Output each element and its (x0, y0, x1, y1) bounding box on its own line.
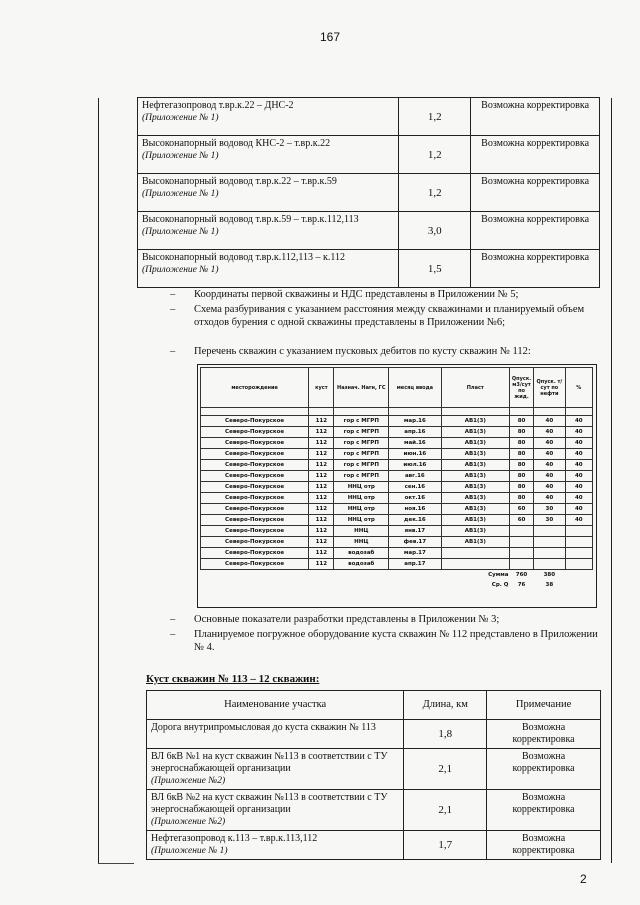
well-row (201, 515, 593, 526)
appendix-ref: (Приложение № 1) (142, 265, 219, 275)
cell-note: Возможна корректировка (471, 98, 600, 136)
wells-avg-ql: 76 (517, 582, 526, 588)
well-row (201, 548, 593, 559)
well-cell-qo: 30 (534, 515, 566, 526)
bullet-text: Перечень скважин с указанием пусковых дебитов по кусту скважин № 112: (194, 346, 531, 357)
wells-header-month: месяц ввода (389, 368, 442, 408)
wells-sum-qo: 380 (543, 572, 556, 578)
well-cell-layer: АВ1(3) (441, 526, 509, 537)
well-cell-purpose: гор с МГРП (334, 416, 389, 427)
well-cell-field: Северо-Покурское (201, 482, 309, 493)
table-row (138, 250, 600, 288)
well-row (201, 449, 593, 460)
well-cell-layer (441, 548, 509, 559)
cell-note: Возможна корректировка (471, 250, 600, 288)
pad-113-table (146, 690, 601, 860)
bullet-text: Планируемое погружное оборудование куста скважин № 112 представлено в Приложении № 4. (194, 629, 598, 653)
header-note: Примечание (487, 691, 601, 720)
wells-header-q-liquid: Qпуск. м3/сут по жид. (509, 368, 533, 408)
well-cell-pct: 40 (565, 504, 592, 515)
well-cell-pad: 112 (309, 460, 334, 471)
well-cell-ql (509, 526, 533, 537)
well-cell-qo: 40 (534, 471, 566, 482)
well-cell-pad: 112 (309, 537, 334, 548)
well-cell-ql: 80 (509, 493, 533, 504)
wells-sum-ql: 760 (515, 572, 528, 578)
appendix-ref: (Приложение №2) (151, 776, 226, 786)
well-row (201, 427, 593, 438)
appendix-ref: (Приложение № 1) (142, 113, 219, 123)
bullet-text: Схема разбуривания с указанием расстояния между скважинами и планируемый объем отходов бурения с одной скважины представлены в Приложении №6; (194, 304, 585, 328)
cell-length: 1,2 (399, 174, 471, 212)
well-cell-pct: 40 (565, 515, 592, 526)
well-cell-pad: 112 (309, 416, 334, 427)
well-cell-ql: 80 (509, 449, 533, 460)
bullet-text: Основные показатели разработки представлены в Приложении № 3; (194, 614, 500, 625)
cell-note: Возможна корректировка (471, 136, 600, 174)
well-cell-qo: 40 (534, 460, 566, 471)
well-row (201, 460, 593, 471)
appendix-ref: (Приложение №2) (151, 817, 226, 827)
well-cell-ql: 60 (509, 515, 533, 526)
cell-name (147, 831, 404, 860)
well-cell-layer: АВ1(3) (441, 482, 509, 493)
well-cell-field: Северо-Покурское (201, 460, 309, 471)
well-cell-month: июл.16 (389, 460, 442, 471)
cell-name (147, 720, 404, 749)
table-row (147, 790, 601, 831)
bullet-development-indicators (170, 613, 600, 626)
well-cell-pad: 112 (309, 559, 334, 570)
well-cell-layer: АВ1(3) (441, 537, 509, 548)
well-cell-month: дек.16 (389, 515, 442, 526)
pipelines-table (137, 97, 600, 288)
well-cell-purpose: гор с МГРП (334, 427, 389, 438)
well-row (201, 537, 593, 548)
well-cell-pad: 112 (309, 548, 334, 559)
well-cell-ql (509, 548, 533, 559)
page-number-bottom: 2 (580, 872, 587, 886)
well-cell-pct: 40 (565, 427, 592, 438)
cell-note: Возможна корректировка (487, 720, 601, 749)
wells-sum-row (201, 570, 593, 581)
segment-name: Высоконапорный водовод т.вр.к.22 – т.вр.к.59 (142, 176, 337, 187)
segment-name: Нефтегазопровод т.вр.к.22 – ДНС-2 (142, 100, 294, 111)
well-cell-qo: 40 (534, 416, 566, 427)
well-cell-purpose: водозаб (334, 548, 389, 559)
well-cell-field: Северо-Покурское (201, 548, 309, 559)
segment-name: Дорога внутрипромысловая до куста скважин № 113 (151, 722, 376, 733)
well-cell-purpose: ННЦ отр (334, 515, 389, 526)
bullet-dash: – (170, 346, 176, 357)
wells-avg-row (201, 580, 593, 590)
well-cell-field: Северо-Покурское (201, 416, 309, 427)
well-cell-layer: АВ1(3) (441, 427, 509, 438)
well-cell-purpose: ННЦ (334, 537, 389, 548)
well-row (201, 493, 593, 504)
wells-header-field: месторождение (201, 368, 309, 408)
well-row (201, 504, 593, 515)
well-cell-pct: 40 (565, 493, 592, 504)
well-cell-field: Северо-Покурское (201, 493, 309, 504)
cell-name (138, 250, 399, 288)
well-cell-qo: 30 (534, 504, 566, 515)
cell-length: 2,1 (404, 749, 487, 790)
well-cell-pct (565, 526, 592, 537)
well-cell-pct: 40 (565, 438, 592, 449)
well-row (201, 438, 593, 449)
segment-name: Высоконапорный водовод т.вр.к.59 – т.вр.к.112,113 (142, 214, 359, 225)
well-cell-qo (534, 526, 566, 537)
well-cell-qo (534, 537, 566, 548)
appendix-ref: (Приложение № 1) (142, 227, 219, 237)
well-cell-qo: 40 (534, 493, 566, 504)
well-cell-ql: 80 (509, 427, 533, 438)
segment-name: Высоконапорный водовод КНС-2 – т.вр.к.22 (142, 138, 331, 149)
well-cell-month: мар.16 (389, 416, 442, 427)
well-cell-pad: 112 (309, 482, 334, 493)
bullet-dash: – (170, 629, 176, 640)
well-cell-field: Северо-Покурское (201, 449, 309, 460)
bullet-dash: – (170, 289, 176, 300)
well-cell-ql (509, 559, 533, 570)
table-row (138, 136, 600, 174)
cell-name (138, 212, 399, 250)
table-row (138, 98, 600, 136)
wells-header-pct: % (565, 368, 592, 408)
appendix-ref: (Приложение № 1) (142, 151, 219, 161)
well-cell-ql: 80 (509, 482, 533, 493)
well-cell-month: окт.16 (389, 493, 442, 504)
well-row (201, 471, 593, 482)
bullet-wells-list (170, 345, 600, 358)
bullet-drilling-scheme (170, 303, 600, 329)
well-cell-pct: 40 (565, 482, 592, 493)
cell-length: 1,7 (404, 831, 487, 860)
section-title: Куст скважин № 113 – 12 скважин: (146, 673, 320, 685)
well-cell-field: Северо-Покурское (201, 537, 309, 548)
well-cell-qo: 40 (534, 482, 566, 493)
segment-name: ВЛ 6кВ №2 на куст скважин №113 в соответствии с ТУ энергоснабжающей организации (151, 792, 388, 815)
well-cell-month: сен.16 (389, 482, 442, 493)
well-cell-layer: АВ1(3) (441, 438, 509, 449)
segment-name: ВЛ 6кВ №1 на куст скважин №113 в соответствии с ТУ энергоснабжающей организации (151, 751, 388, 774)
well-cell-pad: 112 (309, 504, 334, 515)
well-cell-pct: 40 (565, 416, 592, 427)
well-cell-month: янв.17 (389, 526, 442, 537)
well-cell-pad: 112 (309, 449, 334, 460)
well-cell-pct: 40 (565, 449, 592, 460)
well-cell-qo (534, 559, 566, 570)
wells-sum-label: Сумма (488, 572, 509, 578)
table-row (147, 831, 601, 860)
well-cell-month: апр.16 (389, 427, 442, 438)
well-cell-month: май.16 (389, 438, 442, 449)
well-cell-pad: 112 (309, 471, 334, 482)
well-cell-field: Северо-Покурское (201, 559, 309, 570)
cell-note: Возможна корректировка (487, 790, 601, 831)
cell-note: Возможна корректировка (487, 749, 601, 790)
cell-name (147, 790, 404, 831)
table-row (138, 174, 600, 212)
well-cell-layer (441, 559, 509, 570)
bullet-dash: – (170, 304, 176, 315)
wells-avg-qo: 38 (545, 582, 554, 588)
cell-name (138, 136, 399, 174)
well-cell-purpose: ННЦ отр (334, 504, 389, 515)
cell-length: 1,8 (404, 720, 487, 749)
well-cell-month: фев.17 (389, 537, 442, 548)
wells-header-pad: куст (309, 368, 334, 408)
well-cell-qo: 40 (534, 427, 566, 438)
well-cell-ql: 80 (509, 416, 533, 427)
well-cell-qo: 40 (534, 438, 566, 449)
well-cell-qo: 40 (534, 449, 566, 460)
table-row (147, 720, 601, 749)
wells-table-frame (197, 364, 597, 608)
well-cell-pct (565, 537, 592, 548)
cell-name (138, 174, 399, 212)
well-row (201, 482, 593, 493)
segment-name: Высоконапорный водовод т.вр.к.112,113 – к.112 (142, 252, 345, 263)
well-cell-month: апр.17 (389, 559, 442, 570)
wells-avg-label: Ср. Q (491, 582, 509, 588)
cell-length: 3,0 (399, 212, 471, 250)
well-cell-month: ноя.16 (389, 504, 442, 515)
well-cell-ql: 60 (509, 504, 533, 515)
well-cell-field: Северо-Покурское (201, 504, 309, 515)
well-cell-field: Северо-Покурское (201, 427, 309, 438)
well-cell-field: Северо-Покурское (201, 526, 309, 537)
cell-length: 1,5 (399, 250, 471, 288)
cell-note: Возможна корректировка (487, 831, 601, 860)
well-cell-pct: 40 (565, 460, 592, 471)
wells-table (200, 367, 593, 590)
cell-note: Возможна корректировка (471, 174, 600, 212)
well-cell-ql: 80 (509, 460, 533, 471)
well-cell-ql: 80 (509, 471, 533, 482)
well-cell-purpose: гор с МГРП (334, 449, 389, 460)
well-cell-pad: 112 (309, 493, 334, 504)
well-cell-purpose: гор с МГРП (334, 460, 389, 471)
well-row (201, 416, 593, 427)
well-cell-layer: АВ1(3) (441, 504, 509, 515)
appendix-ref: (Приложение № 1) (142, 189, 219, 199)
cell-name (147, 749, 404, 790)
wells-header-purpose: Назнач. Нагн, ГС (334, 368, 389, 408)
well-cell-pct (565, 548, 592, 559)
cell-length: 1,2 (399, 136, 471, 174)
bullet-text: Координаты первой скважины и НДС представлены в Приложении № 5; (194, 289, 519, 300)
well-cell-purpose: ННЦ отр (334, 482, 389, 493)
well-cell-ql (509, 537, 533, 548)
well-cell-pad: 112 (309, 427, 334, 438)
well-row (201, 559, 593, 570)
well-cell-purpose: водозаб (334, 559, 389, 570)
well-cell-purpose: гор с МГРП (334, 471, 389, 482)
cell-length: 2,1 (404, 790, 487, 831)
cell-length: 1,2 (399, 98, 471, 136)
well-cell-pad: 112 (309, 515, 334, 526)
appendix-ref: (Приложение № 1) (151, 846, 228, 856)
table-row (147, 749, 601, 790)
bullet-coordinates (170, 288, 600, 301)
bullet-equipment (170, 628, 600, 654)
well-cell-field: Северо-Покурское (201, 515, 309, 526)
frame-bottom-rule (98, 863, 134, 864)
well-cell-purpose: ННЦ (334, 526, 389, 537)
well-cell-field: Северо-Покурское (201, 471, 309, 482)
well-row (201, 526, 593, 537)
well-cell-pct: 40 (565, 471, 592, 482)
header-name: Наименование участка (147, 691, 404, 720)
well-cell-layer: АВ1(3) (441, 471, 509, 482)
segment-name: Нефтегазопровод к.113 – т.вр.к.113,112 (151, 833, 318, 844)
bullet-dash: – (170, 614, 176, 625)
well-cell-purpose: гор с МГРП (334, 438, 389, 449)
cell-note: Возможна корректировка (471, 212, 600, 250)
well-cell-layer: АВ1(3) (441, 515, 509, 526)
well-cell-qo (534, 548, 566, 559)
page-number-top: 167 (319, 30, 341, 44)
well-cell-layer: АВ1(3) (441, 460, 509, 471)
wells-header-layer: Пласт (441, 368, 509, 408)
wells-header-q-oil: Qпуск. т/сут по нефти (534, 368, 566, 408)
well-cell-month: авг.16 (389, 471, 442, 482)
cell-name (138, 98, 399, 136)
well-cell-month: июн.16 (389, 449, 442, 460)
well-cell-month: мар.17 (389, 548, 442, 559)
well-cell-layer: АВ1(3) (441, 416, 509, 427)
well-cell-layer: АВ1(3) (441, 449, 509, 460)
well-cell-layer: АВ1(3) (441, 493, 509, 504)
header-length: Длина, км (404, 691, 487, 720)
well-cell-field: Северо-Покурское (201, 438, 309, 449)
well-cell-purpose: ННЦ отр (334, 493, 389, 504)
table-row (138, 212, 600, 250)
well-cell-pct (565, 559, 592, 570)
well-cell-pad: 112 (309, 438, 334, 449)
well-cell-ql: 80 (509, 438, 533, 449)
well-cell-pad: 112 (309, 526, 334, 537)
